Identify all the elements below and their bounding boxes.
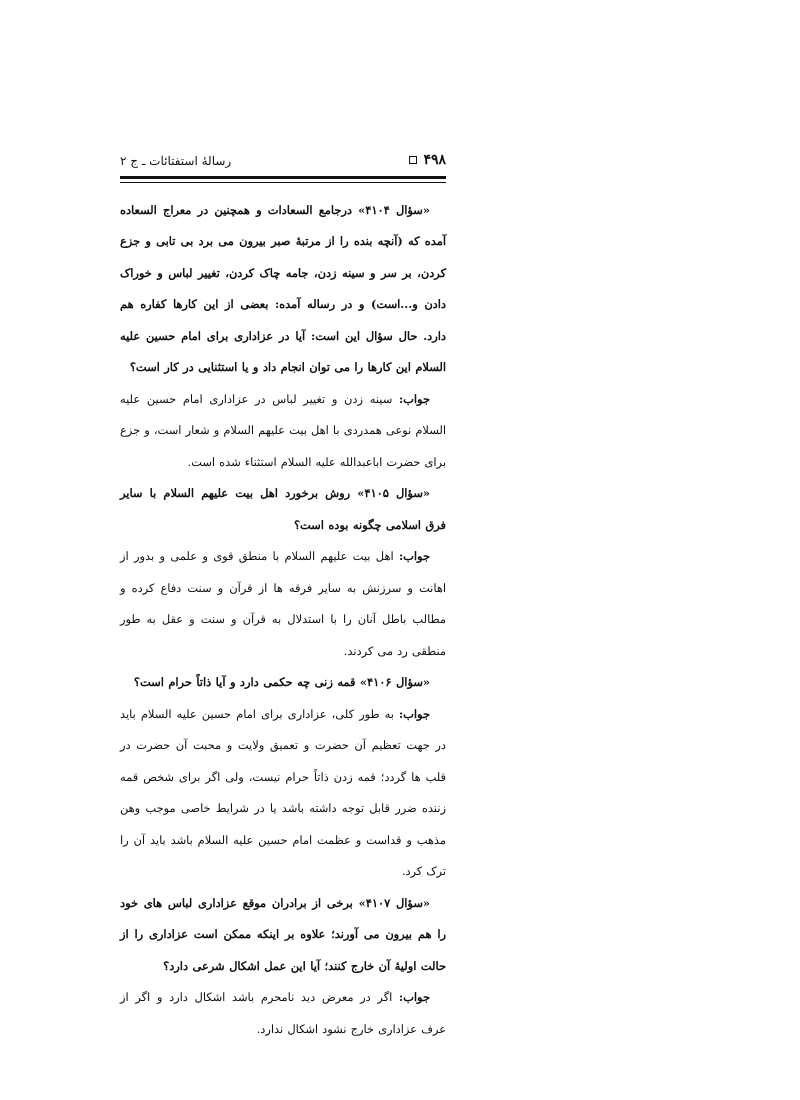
book-page	[120, 140, 446, 1100]
question-text: «سؤال ۴۱۰۷» برخی از برادران موقع عزاداری لباس های خود را هم بیرون می آورند؛ علاوه بر اینکه ممکن است عزاداری را از حالت اولیهٔ آن خارج کنند؛ آیا این عمل اشکال شرعی دارد؟	[120, 895, 446, 973]
answer-text: به طور کلی، عزاداری برای امام حسین علیه السلام باید در جهت تعظیم آن حضرت و تعمیق ولایت و محبت آن حضرت در قلب ها گردد؛ قمه زدن ذاتاً حرام نیست، ولی اگر برای شخص قمه زننده ضرر قابل توجه داشته باشد یا در شرایط خاصی موجب وهن مذهب و قداست و عظمت امام حسین علیه السلام باشد باید آن را ترک کرد.	[120, 706, 446, 878]
answer-text: اگر در معرض دید نامحرم باشد اشکال دارد و اگر از عرف عزاداری خارج نشود اشکال ندارد.	[120, 990, 446, 1036]
question-4104	[120, 195, 446, 384]
page-number-group	[409, 152, 446, 168]
answer-label: جواب:	[398, 706, 430, 721]
answer-4105	[120, 541, 446, 667]
page-content	[120, 195, 446, 1046]
answer-label: جواب:	[398, 990, 430, 1004]
question-text: «سؤال ۴۱۰۶» قمه زنی چه حکمی دارد و آیا ذاتاً حرام است؟	[133, 675, 430, 689]
answer-4107	[120, 982, 446, 1045]
question-4107	[120, 888, 446, 983]
question-4106	[120, 667, 446, 699]
answer-text: سینه زدن و تغییر لباس در عزاداری امام حسین علیه السلام نوعی همدردی با اهل بیت علیهم السلام و شعار است، و جزع برای حضرت اباعبدالله علیه السلام استثناء شده است.	[120, 391, 446, 469]
answer-label: جواب:	[398, 391, 430, 406]
header-rule-thick	[120, 176, 446, 179]
answer-4106	[120, 699, 446, 888]
square-bullet-icon	[409, 156, 417, 164]
header-rule-thin	[120, 182, 446, 183]
running-title: رسالهٔ استفتائات ـ ج ۲	[120, 154, 232, 168]
question-text: «سؤال ۴۱۰۴» درجامع السعادات و همچنین در معراج السعاده آمده که (آنچه بنده را از مرتبهٔ صبر بیرون می برد بی تابی و جزع کردن، بر سر و سینه زدن، جامه چاک کردن، تغییر لباس و خوراک دادن و...است) و در رساله آمده: بعضی از این کارها کفاره هم دارد. حال سؤال این است: آیا در عزاداری برای امام حسین علیه السلام این کارها را می توان انجام داد و یا استثنایی در کار است؟	[120, 202, 446, 374]
page-header	[120, 140, 446, 168]
page-number: ۴۹۸	[423, 152, 446, 168]
answer-text: اهل بیت علیهم السلام با منطق قوی و علمی و بدور از اهانت و سرزنش به سایر فرقه ها از قرآن و سنت دفاع کرده و مطالب باطل آنان را با استدلال به قرآن و سنت و عقل به طور منطقی رد می کردند.	[120, 549, 446, 658]
question-4105	[120, 478, 446, 541]
question-text: «سؤال ۴۱۰۵» روش برخورد اهل بیت علیهم السلام با سایر فرق اسلامی چگونه بوده است؟	[120, 486, 446, 532]
answer-4104	[120, 384, 446, 479]
answer-label: جواب:	[398, 549, 430, 563]
